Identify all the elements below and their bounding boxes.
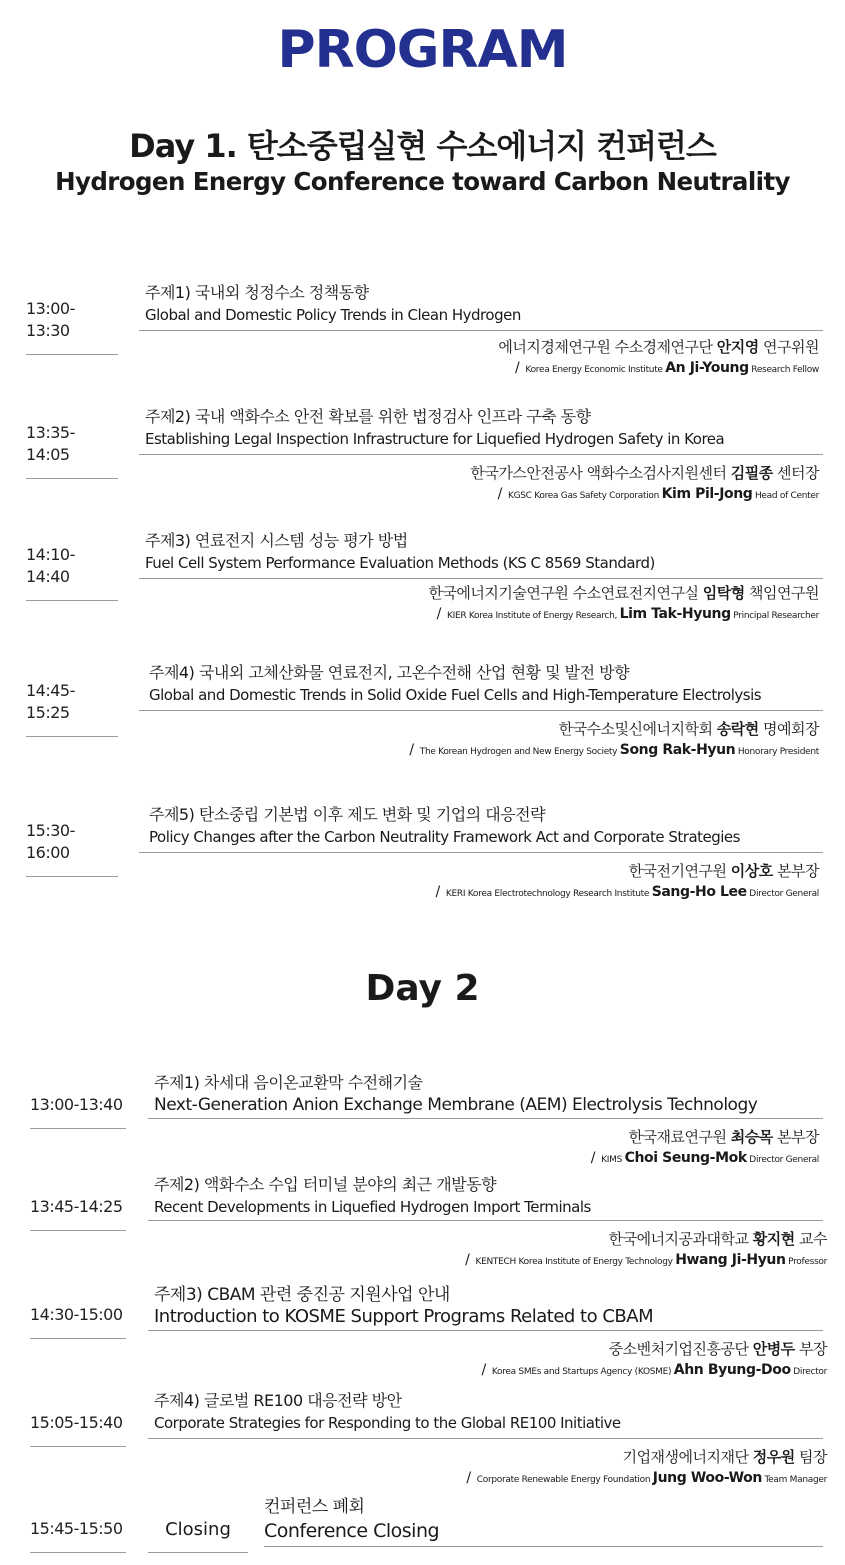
speaker-english: / KIMS Choi Seung-Mok Director General: [590, 1150, 819, 1166]
speaker-name-english: Ahn Byung-Doo: [673, 1362, 791, 1378]
day1-title-english: Hydrogen Energy Conference toward Carbon Neutrality: [55, 167, 790, 196]
speaker-english: / KENTECH Korea Institute of Energy Technology Hwang Ji-Hyun Professor: [465, 1252, 827, 1268]
topic-english: Recent Developments in Liquefied Hydrogen Import Terminals: [154, 1198, 591, 1216]
speaker-name-english: An Ji-Young: [665, 360, 749, 376]
topic-english: Establishing Legal Inspection Infrastructure for Liquefied Hydrogen Safety in Korea: [145, 430, 725, 448]
day1-title-korean: Day 1. 탄소중립실현 수소에너지 컨퍼런스: [129, 127, 716, 165]
session-speaker: [465, 1228, 827, 1272]
session-time: 14:30-15:00: [30, 1304, 126, 1339]
speaker-korean: 한국전기연구원 이상호 본부장: [628, 862, 819, 880]
speaker-name-english: Hwang Ji-Hyun: [675, 1252, 786, 1268]
speaker-korean: 한국에너지공과대학교 황지현 교수: [608, 1230, 827, 1248]
session-time: 13:35-14:05: [26, 422, 118, 479]
session-topic: [148, 1174, 823, 1221]
closing-title-korean: 컨퍼런스 폐회: [264, 1497, 365, 1517]
session-topic: [139, 406, 823, 455]
speaker-name-korean: 송락현: [716, 720, 759, 738]
session-speaker: [409, 718, 819, 762]
closing-topic: [264, 1496, 823, 1547]
topic-korean: 주제3) 연료전지 시스템 성능 평가 방법: [145, 531, 408, 550]
speaker-korean: 기업재생에너지재단 정우원 팀장: [622, 1448, 827, 1466]
closing-time: 15:45-15:50: [30, 1518, 126, 1553]
speaker-english: / Korea SMEs and Startups Agency (KOSME) Ahn Byung-Doo Director: [481, 1362, 827, 1378]
speaker-korean: 한국재료연구원 최승목 본부장: [628, 1128, 819, 1146]
session-topic: [148, 1072, 823, 1119]
topic-korean: 주제4) 국내외 고체산화물 연료전지, 고온수전해 산업 현황 및 발전 방향: [149, 663, 630, 682]
speaker-name-korean: 안지영: [716, 338, 759, 356]
speaker-name-english: Kim Pil-Jong: [661, 486, 753, 502]
speaker-name-korean: 최승목: [730, 1128, 773, 1146]
topic-korean: 주제4) 글로벌 RE100 대응전략 방안: [154, 1391, 402, 1410]
speaker-name-korean: 김필종: [730, 464, 773, 482]
day2-title: Day 2: [365, 968, 480, 1009]
session-speaker: [591, 1126, 819, 1170]
closing-title-english: Conference Closing: [264, 1520, 440, 1542]
speaker-korean: 한국수소및신에너지학회 송락현 명예회장: [558, 720, 819, 738]
session-speaker: [428, 582, 819, 626]
speaker-english: / KIER Korea Institute of Energy Research, Lim Tak-Hyung Principal Researcher: [436, 606, 819, 622]
speaker-name-english: Sang-Ho Lee: [651, 884, 747, 900]
session-speaker: [470, 462, 819, 506]
topic-korean: 주제5) 탄소중립 기본법 이후 제도 변화 및 기업의 대응전략: [149, 805, 546, 824]
speaker-name-english: Jung Woo-Won: [652, 1470, 762, 1486]
session-time: 13:00-13:30: [26, 298, 118, 355]
session-time: 15:05-15:40: [30, 1412, 126, 1447]
session-topic: [148, 1390, 823, 1439]
topic-english: Policy Changes after the Carbon Neutrality Framework Act and Corporate Strategies: [149, 828, 740, 846]
speaker-english: / The Korean Hydrogen and New Energy Society Song Rak-Hyun Honorary President: [409, 742, 819, 758]
speaker-name-korean: 정우원: [752, 1448, 795, 1466]
session-speaker: [436, 860, 820, 904]
speaker-korean: 중소벤처기업진흥공단 안병두 부장: [608, 1340, 827, 1358]
page-title: PROGRAM: [277, 20, 568, 80]
session-speaker: [498, 336, 819, 380]
speaker-korean: 한국에너지기술연구원 수소연료전지연구실 임탁형 책임연구원: [428, 584, 819, 602]
topic-korean: 주제2) 국내 액화수소 안전 확보를 위한 법정검사 인프라 구축 동향: [145, 407, 591, 426]
session-speaker: [466, 1446, 827, 1490]
speaker-english: / KERI Korea Electrotechnology Research Institute Sang-Ho Lee Director General: [435, 884, 819, 900]
session-time: 14:10-14:40: [26, 544, 118, 601]
speaker-name-english: Lim Tak-Hyung: [619, 606, 731, 622]
speaker-name-korean: 이상호: [730, 862, 773, 880]
speaker-korean: 한국가스안전공사 액화수소검사지원센터 김필종 센터장: [470, 464, 819, 482]
topic-korean: 주제1) 국내외 청정수소 정책동향: [145, 283, 369, 302]
topic-english: Global and Domestic Policy Trends in Clean Hydrogen: [145, 306, 521, 324]
session-topic: [139, 662, 823, 711]
speaker-english: / KGSC Korea Gas Safety Corporation Kim Pil-Jong Head of Center: [497, 486, 819, 502]
topic-english: Introduction to KOSME Support Programs Related to CBAM: [154, 1306, 654, 1327]
topic-korean: 주제1) 차세대 음이온교환막 수전해기술: [154, 1073, 423, 1092]
closing-label: Closing: [148, 1518, 248, 1553]
speaker-english: / Korea Energy Economic Institute An Ji-Young Research Fellow: [515, 360, 819, 376]
topic-english: Next-Generation Anion Exchange Membrane (AEM) Electrolysis Technology: [154, 1095, 758, 1115]
speaker-name-english: Song Rak-Hyun: [619, 742, 736, 758]
session-time: 13:45-14:25: [30, 1196, 126, 1231]
session-time: 15:30-16:00: [26, 820, 118, 877]
speaker-name-korean: 황지현: [752, 1230, 795, 1248]
session-topic: [139, 530, 823, 579]
topic-english: Fuel Cell System Performance Evaluation Methods (KS C 8569 Standard): [145, 554, 655, 572]
speaker-name-english: Choi Seung-Mok: [624, 1150, 747, 1166]
speaker-name-korean: 안병두: [752, 1340, 795, 1358]
session-time: 13:00-13:40: [30, 1094, 126, 1129]
topic-english: Corporate Strategies for Responding to the Global RE100 Initiative: [154, 1414, 621, 1432]
session-topic: [148, 1284, 823, 1331]
session-speaker: [481, 1338, 827, 1382]
speaker-name-korean: 임탁형: [702, 584, 745, 602]
session-topic: [139, 282, 823, 331]
topic-english: Global and Domestic Trends in Solid Oxide Fuel Cells and High-Temperature Electrolysis: [149, 686, 762, 704]
session-topic: [139, 804, 823, 853]
speaker-english: / Corporate Renewable Energy Foundation Jung Woo-Won Team Manager: [466, 1470, 827, 1486]
speaker-korean: 에너지경제연구원 수소경제연구단 안지영 연구위원: [498, 338, 819, 356]
session-time: 14:45-15:25: [26, 680, 118, 737]
topic-korean: 주제2) 액화수소 수입 터미널 분야의 최근 개발동향: [154, 1175, 497, 1194]
topic-korean: 주제3) CBAM 관련 중진공 지원사업 안내: [154, 1285, 450, 1305]
